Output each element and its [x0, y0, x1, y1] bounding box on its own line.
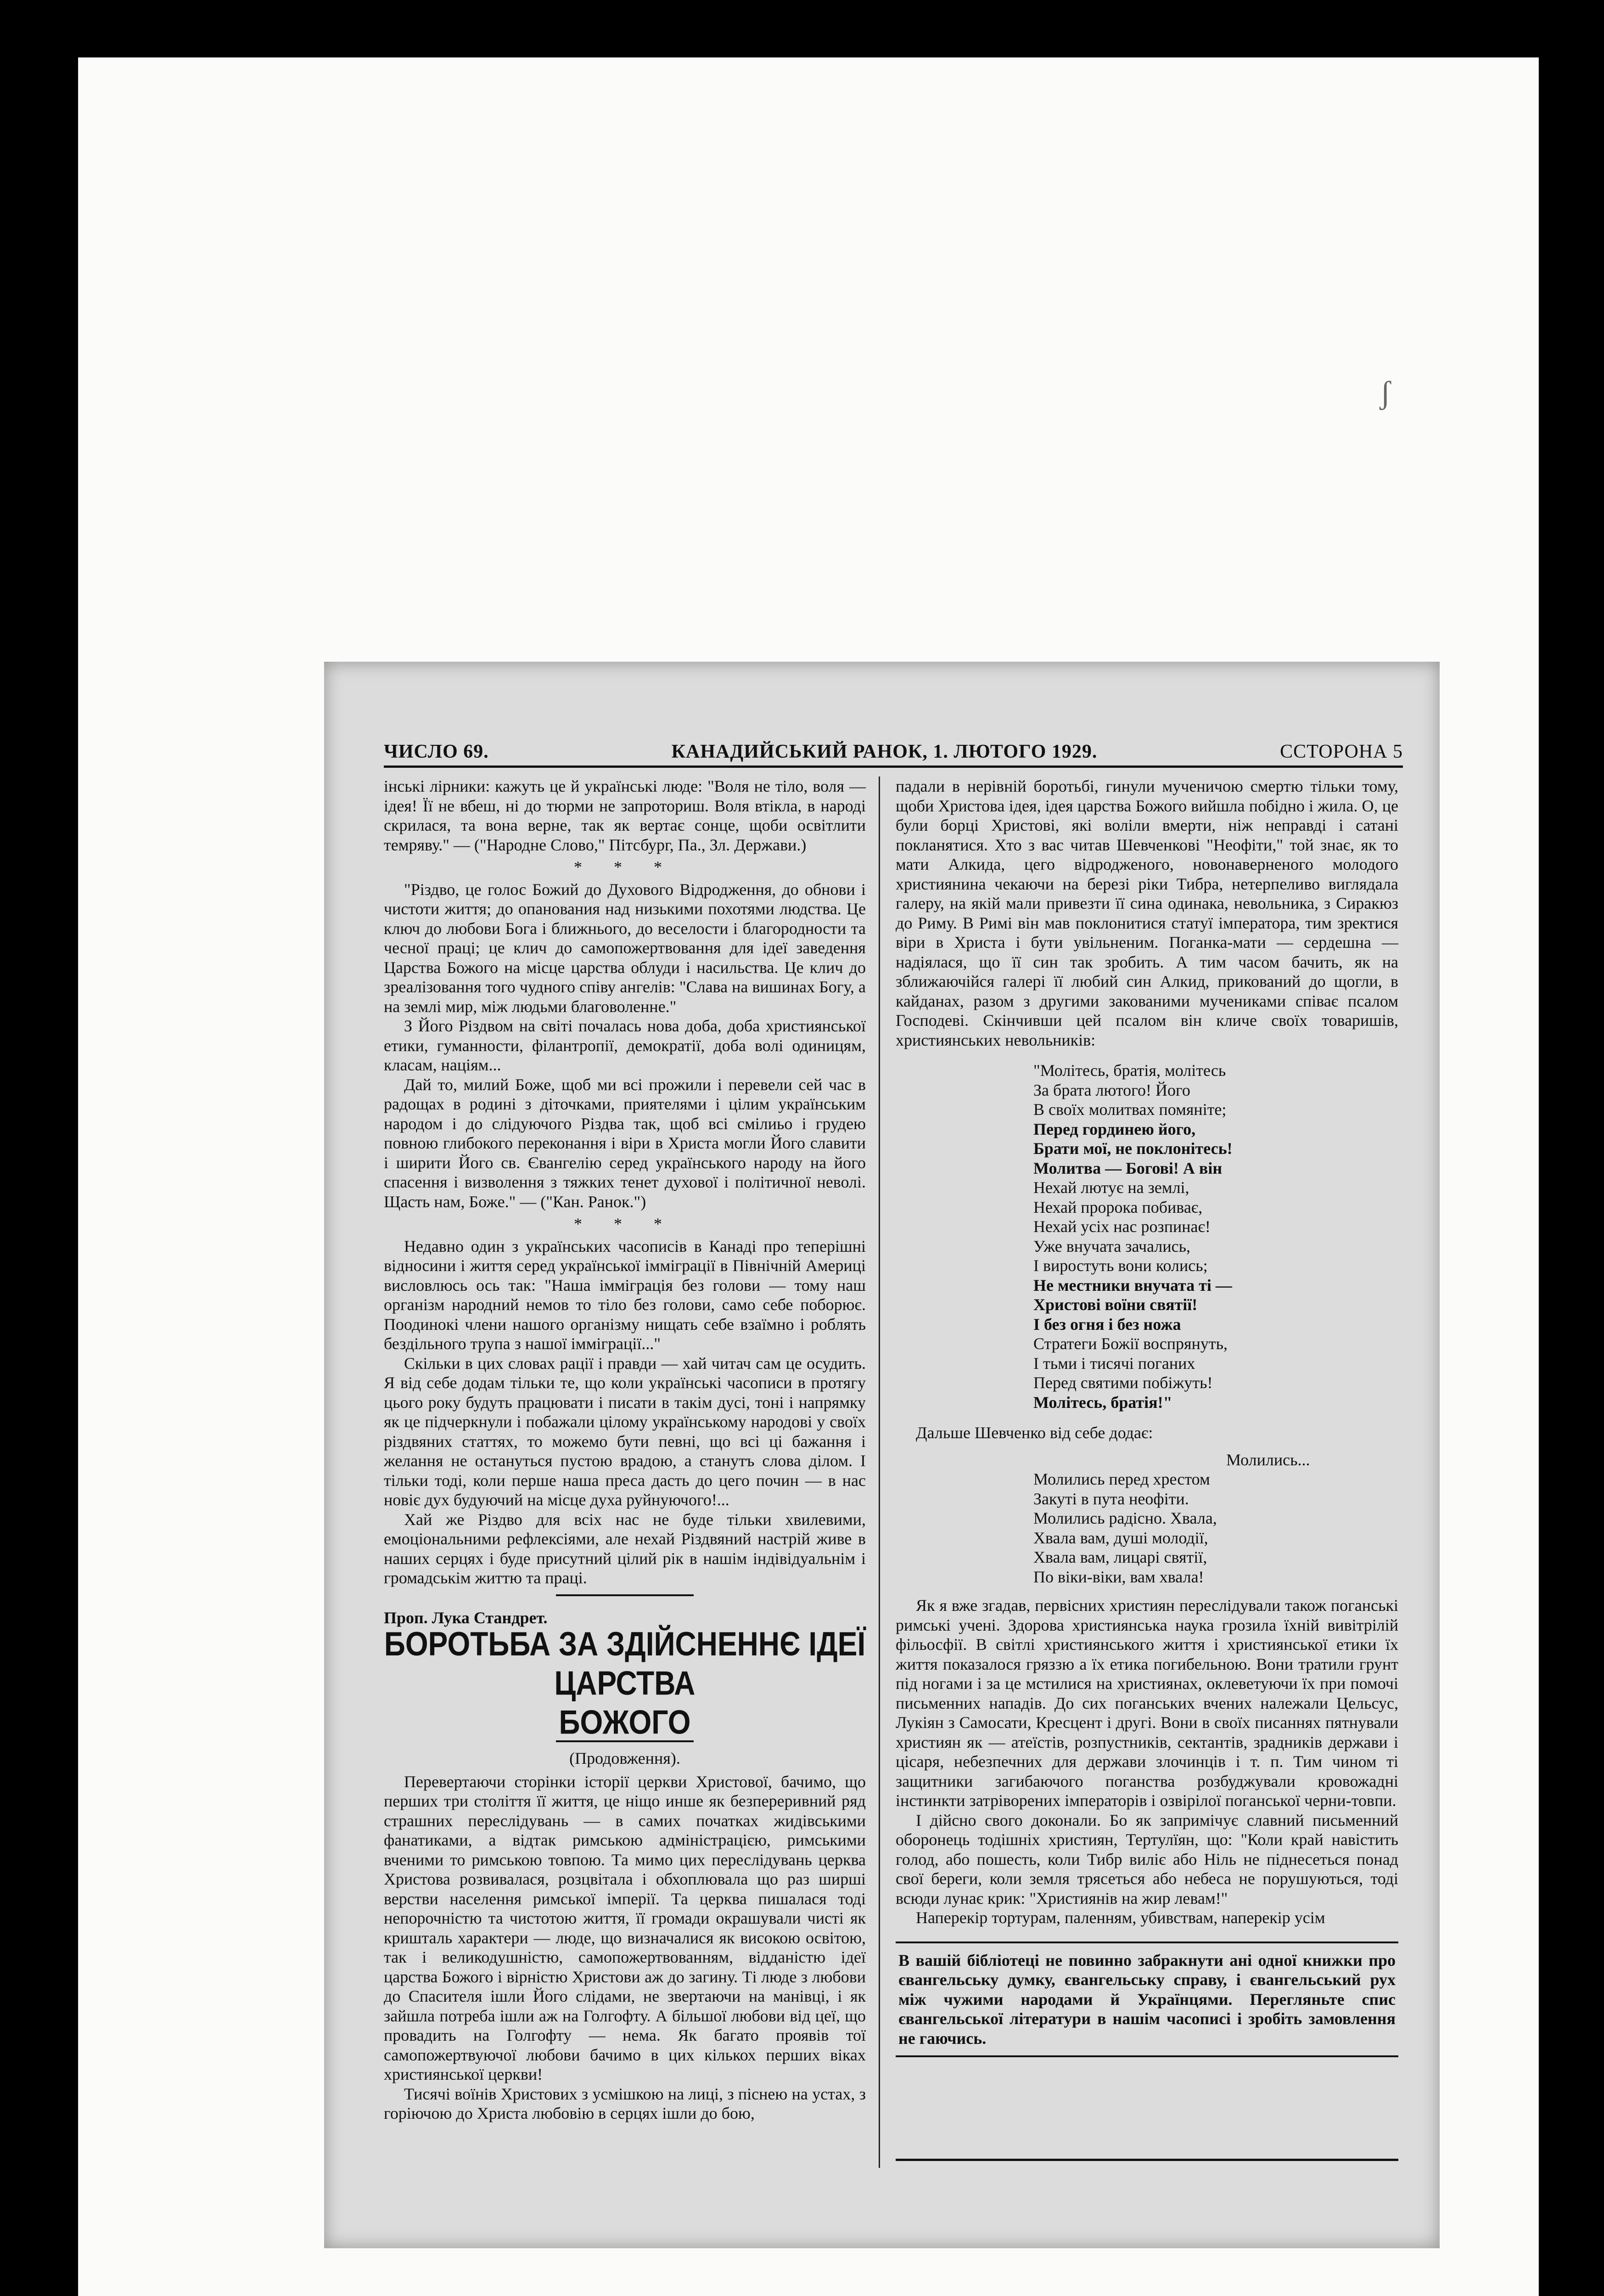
poem-line: І без огня і без ножа: [1033, 1315, 1181, 1334]
paragraph: Дальше Шевченко від себе додає:: [916, 1424, 1153, 1442]
poem-line: Брати мої, не поклонітесь!: [1033, 1139, 1233, 1158]
separator-stars: * * *: [574, 858, 676, 876]
poem-line: Нехай пророка побиває,: [1033, 1198, 1203, 1216]
poem-block: [1033, 1061, 1398, 1412]
poem-line: Молитва — Богові! А він: [1033, 1159, 1223, 1177]
article-headline: [384, 1624, 866, 1741]
poem-line: Хвала вам, душі молодії,: [1033, 1528, 1208, 1547]
bottom-rule: [896, 2159, 1398, 2161]
article-subtitle: (Продовження).: [569, 1749, 680, 1767]
poem-line: Хвала вам, лицарі святії,: [1033, 1548, 1207, 1566]
paragraph: Перевертаючи сторінки історії церкви Христової, бачимо, що перших три століття її життя, це ніщо инше як безпереривний ряд страшних переслідувань — в самих початках жидівськими фанатиками, а відтак римською адміністрацією, римськими вченими то римською товпою. Та мимо цих переслідувань церква Христова розвивалася, розцвітала і обхоплювала що раз ширші верстви населення римської імперії. Та церква пишалася тоді непорочністю та чистотою життя, її громади окрашували чисті як кришталь характери — люде, що визначалися як високою освітою, так і великодушністю, самопожертвованням, відданістю ідеї царства Божого і вірністю Христови аж до загину. Ті люде з любови до Спасителя ішли Його слідами, не звертаючи на манівці, і як зайшла потреба ішли аж на Голгофту. А більшої любови від цеї, що провадить на Голгофту — нема. Як багато проявів тої самопожертвуючої любови бачимо в цих кількох перших віках християнської церкви!: [384, 1772, 866, 2083]
poem-line: Уже внучата зачались,: [1033, 1237, 1191, 1255]
poem-line: Стратеги Божії воспрянуть,: [1033, 1334, 1228, 1353]
poem-line: Молились...: [1226, 1450, 1310, 1469]
library-notice: В вашій бібліотеці не повинно забракнути ані одної книжки про євангельську думку, євангельську справу, і євангельський рух між чужими народами й Українцями. Перегляньте спис євангельської літератури в нашім часописі і зробіть замовлення не гаючись.: [896, 1941, 1398, 2058]
poem-line: Молились перед хрестом: [1033, 1470, 1210, 1488]
paragraph: "Різдво, це голос Божий до Духового Відродження, до обнови і чистоти життя; до опанования над низькими похотями людства. Це ключ до любови Бога і ближнього, до веселости і благородности та чесної праці; це клич до самопожертвовання для ідеї заведення Царства Божого на місце царства облуди і насильства. Це клич до зреалізовання того чудного співу ангелів: "Слава на вишинах Богу, а на землі мир, між людьми благоволенне.": [384, 880, 866, 1016]
separator-stars: * * *: [574, 1215, 676, 1233]
paragraph: Дай то, милий Боже, щоб ми всі прожили і перевели сей час в радощах в родині з діточками, приятелями і цілим українським народом і до слідуючого Різдва так, щоб всі смілиьо і грудею повною глибокого переконання і віри в Христа могли Його славити і ширити Його св. Євангелію серед українського народу на його спасення і визволення з тяжких тенет духової і політичної неволі. Щасть нам, Боже." — ("Кан. Ранок."): [384, 1075, 866, 1211]
masthead-title: КАНАДИЙСЬКИЙ РАНОК, 1. ЛЮТОГО 1929.: [671, 741, 1098, 762]
newspaper-page: [324, 662, 1440, 2248]
poem-line: Нехай усіх нас розпинає!: [1033, 1217, 1211, 1236]
poem-line: Перед святими побіжуть!: [1033, 1373, 1213, 1392]
poem-line: І тьми і тисячі поганих: [1033, 1354, 1195, 1373]
paragraph: Скільки в цих словах рації і правди — хай читач сам це осудить. Я від себе додам тільки те, що коли українські часописи в протягу цього року будуть працювати і писати в такім дусі, тоні і напрямку як це підчеркнули і побажали цілому українському народові у своїх різдвяних статтях, то можемо бути певні, що всі ці бажання і желання не остануться пустою врадою, а станутъ слова ділом. І тільки тоді, коли перше наша преса дасть до цего почин — в нас новіє дух будуючий на місце духа руйнуючого!...: [384, 1354, 866, 1509]
paragraph: Недавно один з українських часописів в Канаді про теперішні відносини і життя серед української імміграції в Північній Америці висловлюсь ось так: "Наша імміграція без голови — тому наш організм народний немов то тіло без голови, само себе поборює. Поодинокі члени нашого організму нищать себе взаїмно і роблять бездільного трупа з нашої імміграції...": [384, 1237, 866, 1353]
poem-line: Молітесь, братія!": [1033, 1393, 1172, 1412]
headline-line-1: БОРОТЬБА ЗА ЗДІЙСНЕННЄ ІДЕЇ ЦАРСТВА: [384, 1625, 866, 1702]
paragraph: З Його Різдвом на світі почалась нова доба, доба християнської етики, гуманности, філантропії, демократії, доба волі одиницям, класам, націям...: [384, 1017, 866, 1074]
poem-line: Перед гординею його,: [1033, 1120, 1196, 1138]
masthead: [384, 735, 1403, 768]
paragraph: Як я вже згадав, первісних християн переслідували також поганські римські учені. Здорова християнська наука грозила їхній вивітрілій фільосфії. В світлі християнського життя і християнської етики їх життя показалося гряззю а їх етика погибельною. Вони тратили грунт під ногами і за це мстилися на християнах, оклеветуючи їх при помочі письменних нападів. До сих поганських вчених належали Цельсус, Лукіян з Самосати, Кресцент і другі. Вони в своїх писаннях пятнували християн як — атеїстів, розпустників, сектантів, зрадників держави і цісаря, небезпечних для держави злочинців і т. п. Тим чином ті защитники загибаючого поганства розбуджували кровожадні інстинкти затріворених імператорів і озвірілої поганської черни-товпи.: [896, 1596, 1398, 1810]
poem-block-2: [1033, 1450, 1398, 1587]
poem-line: Христові воїни святії!: [1033, 1295, 1198, 1314]
poem-line: За брата лютого! Його: [1033, 1080, 1190, 1099]
issue-number: ЧИСЛО 69.: [384, 741, 489, 762]
poem-line: "Молітесь, братія, молітесь: [1033, 1061, 1226, 1080]
microfilm-frame: [78, 57, 1539, 2296]
left-column: [384, 777, 866, 2123]
section-rule: [556, 1594, 694, 1596]
headline-line-2: БОЖОГО: [559, 1703, 691, 1741]
page-number: ССТОРОНА 5: [1280, 741, 1403, 762]
poem-line: Закуті в пута неофіти.: [1033, 1489, 1189, 1508]
paragraph: Хай же Різдво для всіх нас не буде тільки хвилевими, емоціональними рефлексіями, але нехай Різдвяний настрій живе в наших серцях і буде присутний цілий рік в нашім індівідуальнім і громадськім життю та праці.: [384, 1510, 866, 1587]
paragraph: падали в нерівній боротьбі, гинули мученичою смертю тільки тому, щоби Христова ідея, ідея царства Божого вийшла побідно і жила. О, це були борці Христові, які воліли вмерти, ніж неправді і сатані покланятися. Хто з вас читав Шевченкові "Неофіти," той знає, як то мати Алкида, цего відродженого, новонаверненого молодого християнина чекаючи на березі ріки Тибра, нетерпеливо виглядала галеру, на якій мали привезти її сина одинака, невольника, з Сиракюз до Риму. В Римі він мав поклонитися статуї імператора, тим зректися віри в Христа і бути увільненим. Поганка-мати — сердешна — надіялася, що її син так зробить. А тим часом бачить, як на зближаючійся галері її любий син Алкид, прикований до щогли, в кайданах, разом з другими закованими мучениками співає псалом Господеві. Скінчивши цей псалом він кличе своїх товаришів, християнських невольників:: [896, 777, 1398, 1049]
poem-line: По віки-віки, вам хвала!: [1033, 1567, 1204, 1586]
poem-line: В своїх молитвах помяніте;: [1033, 1100, 1227, 1119]
poem-line: Молились радісно. Хвала,: [1033, 1509, 1217, 1527]
poem-line: Нехай лютує на землі,: [1033, 1178, 1189, 1197]
poem-line: Не местники внучата ті —: [1033, 1276, 1232, 1294]
paragraph: Наперекір тортурам, паленням, убивствам, наперекір усім: [916, 1908, 1325, 1927]
handwritten-mark: ʃ: [1380, 375, 1391, 411]
column-divider: [879, 777, 880, 2168]
poem-line: І виростуть вони колись;: [1033, 1256, 1208, 1275]
paragraph: інські лірники: кажуть це й українські люде: "Воля не тіло, воля — ідея! Її не вбеш, ні до тюрми не запроториш. Воля втікла, в народі скрилася, та вона верне, так як вертає сонце, щоби освітлити темряву." — ("Народне Слово," Пітсбург, Па., Зл. Держави.): [384, 777, 866, 854]
right-column: [896, 777, 1398, 2057]
paragraph: І дійсно свого доконали. Бо як запримічує славний письменний оборонець тодішніх християн, Тертулїян, що: "Коли край навістить голод, або пошесть, коли Тибр виліє або Ніль не піднесеться понад свої береги, коли земля трясеться або небеса не порушуються, тоді всюди лунає крик: "Християнів на жир левам!": [896, 1811, 1398, 1908]
paragraph: Тисячі воїнів Христових з усмішкою на лиці, з піснею на устах, з горіючою до Христа любовію в серцях ішли до бою,: [384, 2084, 866, 2122]
article-byline: Проп. Лука Стандрет.: [384, 1608, 548, 1627]
